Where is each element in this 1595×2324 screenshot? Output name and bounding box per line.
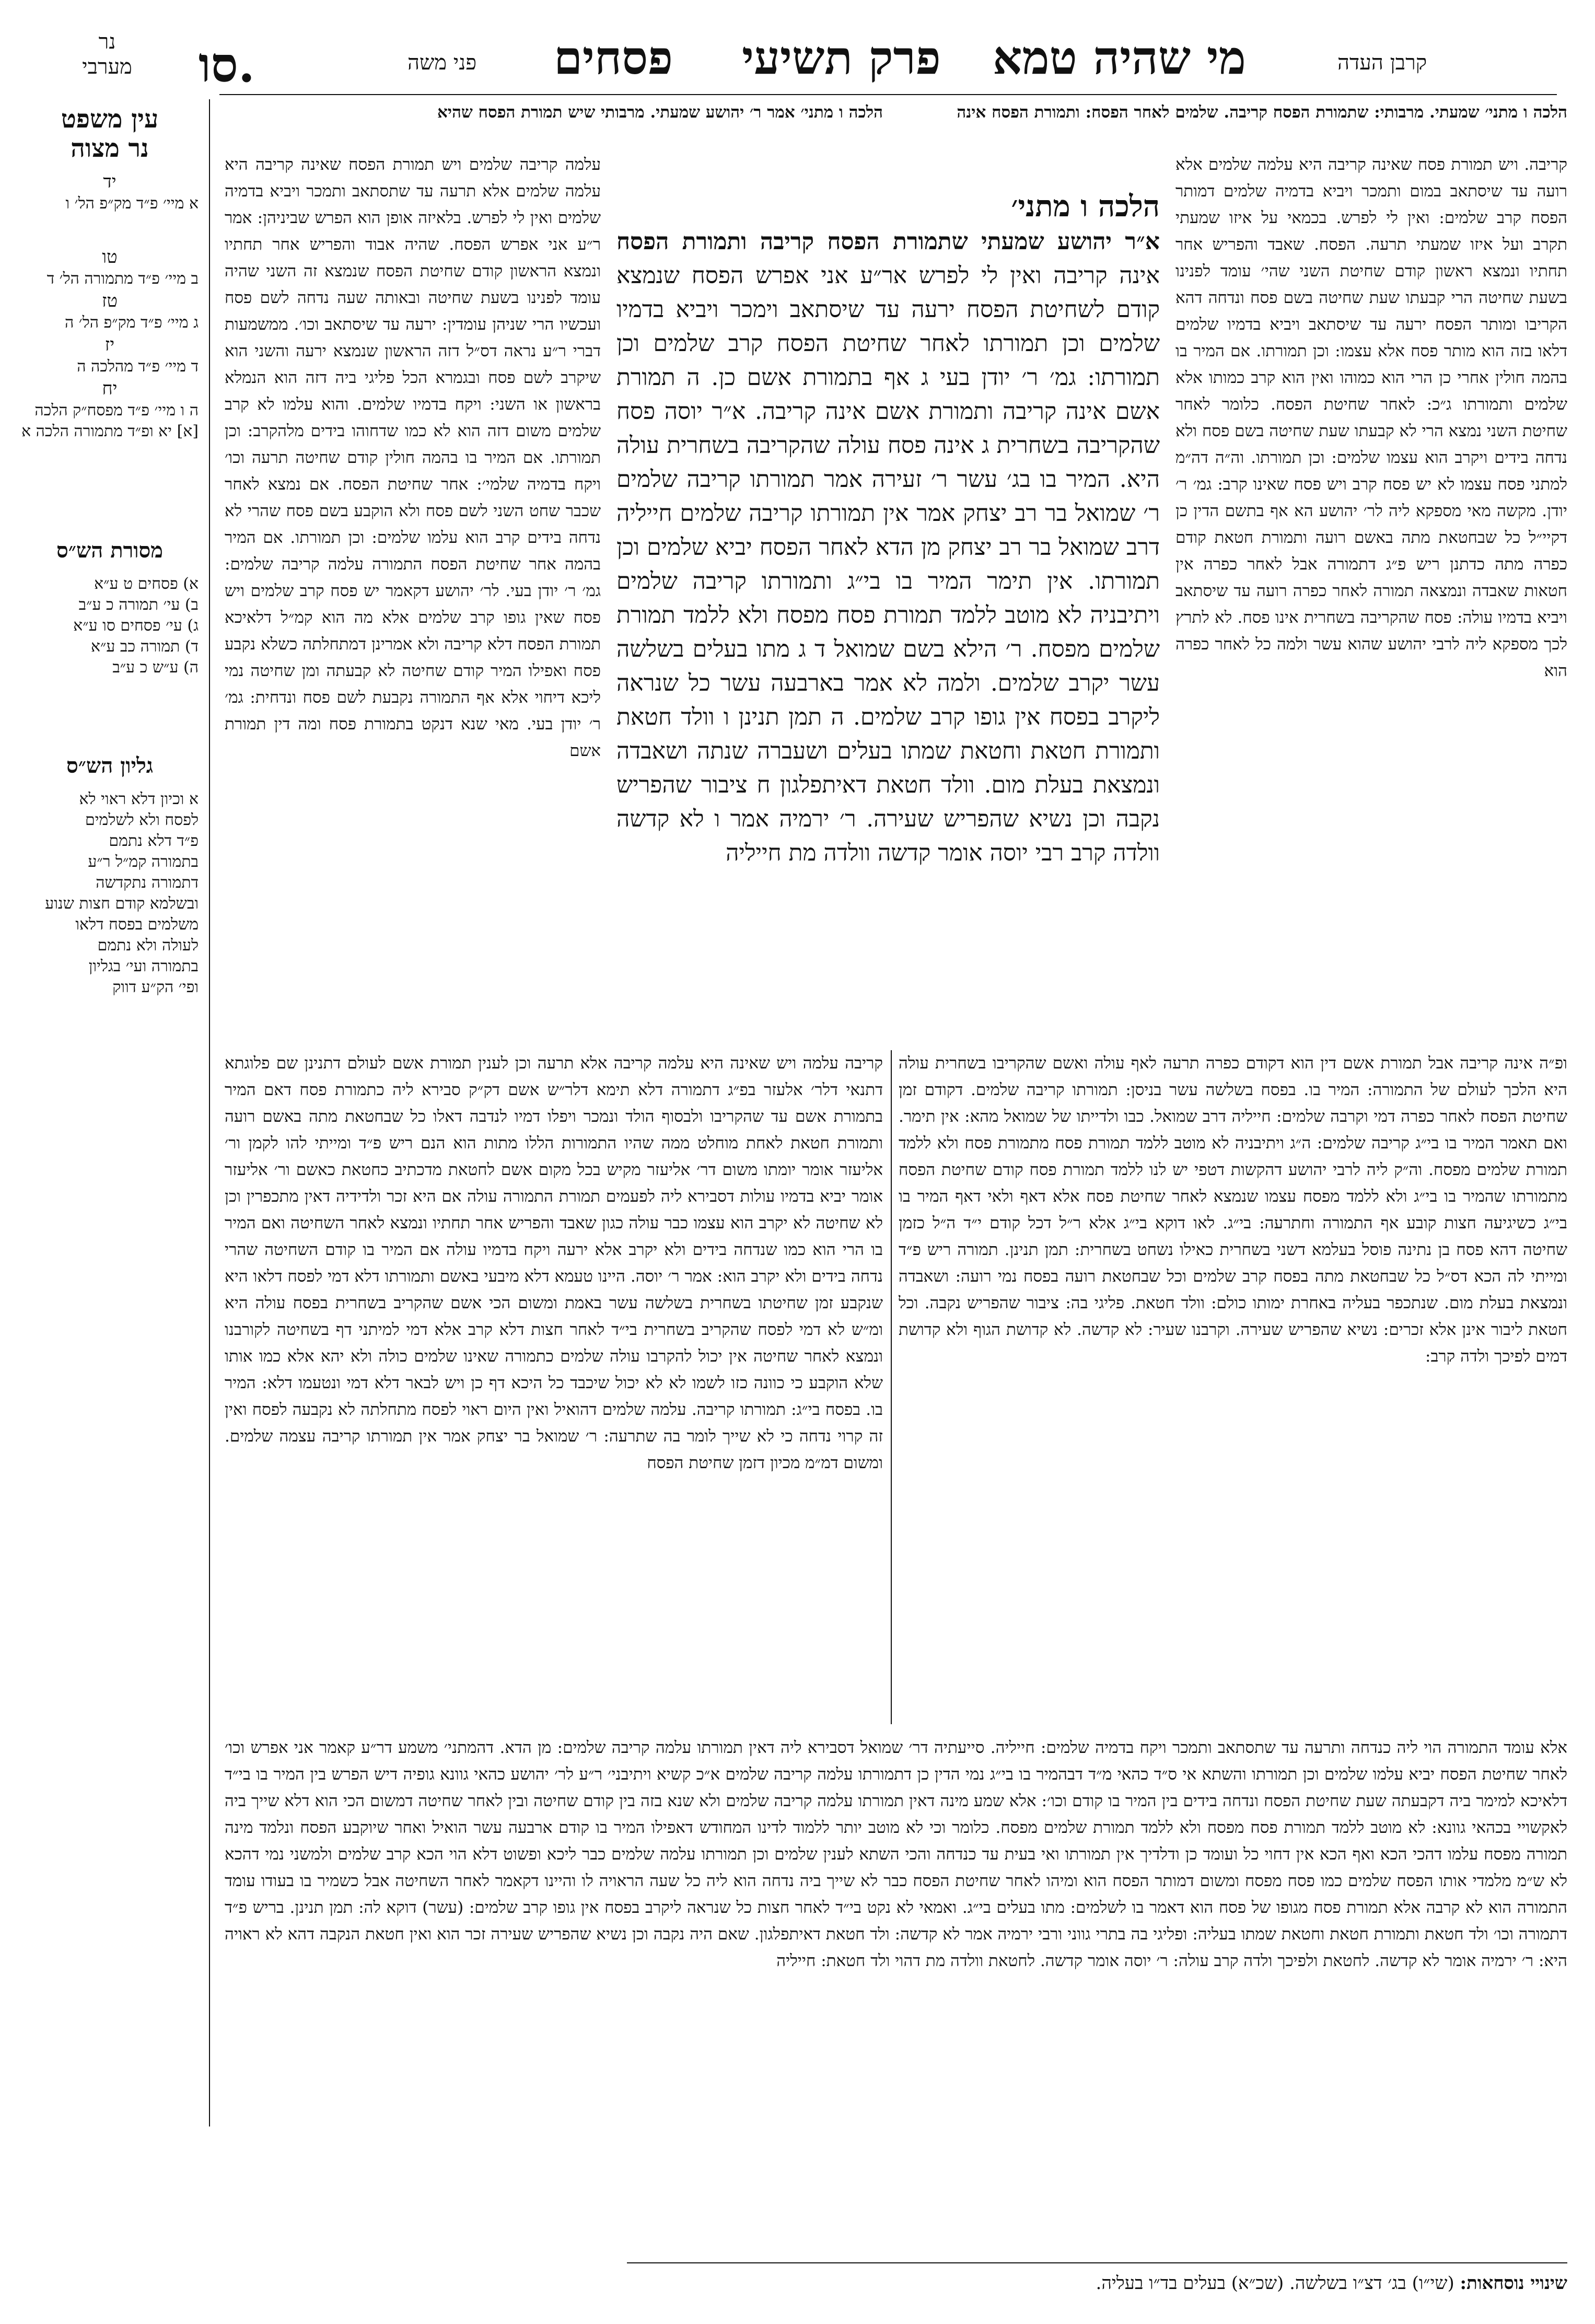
masoret-line: ה) ע״ש כ ע״ב [112, 658, 199, 677]
footer-label: שינויי נוסחאות: [1460, 2273, 1567, 2294]
masoret-line: ד) תמורה כב ע״א [91, 637, 199, 656]
footer-variants [627, 2273, 1567, 2294]
bottom-commentary [225, 1735, 1567, 2236]
ein-mishpat-entry [21, 289, 199, 333]
pnei-moshe-text: עלמה קריבה שלמים ויש תמורת הפסח שאינה קריבה היא עלמה שלמים אלא תרעה עד שתסתאב ותמכר ויביא בדמיה שלמים ואין לי לפרש. בלאיזה אופן הוא הפרש שביניהן: אמר ר״ע אני אפרש הפסח. שהיה אבוד והפריש אחר תחתיו ונמצא הראשון קודם שחיטת הפסח שנמצא זה השני שהיה עומד לפנינו בשעת שחיטה ובאותה שעה נדחה לשם פסח ועכשיו הרי שניהן עומדין: ירעה עד שיסתאב וכו׳. ממשמעות דברי ר״ע נראה דס״ל דזה הראשון שנמצא ירעה והשני הוא שיקרב לשם פסח ובגמרא הכל פליגי ביה דזה הוא הנמלא בראשון או השני: ויקח בדמיו שלמים. והוא עלמו לא קרב שלמים משום דזה הוא לא כמו שדחוהו בידים מלהקרב: וכן תמורתו. אם המיר בו בהמה חולין קודם שחיטה תרעה וכו׳ ויקח בדמיה שלמי׳: אחר שחיטת הפסח. אם נמצא לאחר שכבר שחט השני לשם פסח ולא הוקבע בשם פסח שהרי לא נדחה בידים קרב הוא עלמו שלמים: וכן תמורתו. אם המיר בהמה אחר שחיטת הפסח התמורה עלמה קריבה שלמים: גמ׳ ר׳ יודן בעי. לר׳ יהושע דקאמר יש פסח קרב שלמים ויש פסח שאין גופו קרב שלמים אלא מה הוא קמ״ל דלאיכא תמורת הפסח דלא קריבה ולא אמרינן דמתחלתה כשלא נקבע פסח ואפילו המיר קודם שחיטה לא קבעתה ומן שחיטה נמי ליכא דיחוי אלא אף התמורה נקבעת לשם פסח ונדחית: גמ׳ ר׳ יודן בעי. מאי שנא דנקט בתמורת פסח ומה דין תמורת אשם [225, 155, 601, 760]
header-rule [219, 94, 1557, 95]
gilyon-line: דתמורה נתקדשה [96, 874, 199, 892]
korban-haeda-label: קרבן העדה [1337, 51, 1427, 75]
entry-text: א מיי׳ פ״ד מק״פ הל׳ ו [65, 194, 199, 213]
gilyon-line: לפסח ולא לשלמים [85, 811, 199, 829]
entry-number: טו [102, 247, 118, 268]
gilyon-line: לעולה ולא נתמם [97, 936, 199, 955]
entry-text: ה ו מיי׳ פ״ד מפסח״ק הלכה [א] יא ופ״ד מתמורה הלכה א [21, 401, 199, 440]
gilyon-line: א וכיון דלא ראוי לא [79, 790, 199, 808]
ner-mitzvah-title: נר מצוה [71, 134, 149, 163]
entry-number: יח [102, 378, 118, 399]
gilyon-title: גליון הש״ס [66, 753, 154, 778]
masoret-title: מסורת הש״ס [56, 538, 163, 563]
bottom-commentary-text: אלא עומד התמורה הוי ליה כנדחה ותרעה עד שתסתאב ותמכר ויקח בדמיה שלמים: חייליה. סייעתיה דר׳ שמואל דסבירא ליה דאין תמורתו עלמה קריבה שלמים: מן הדא. דהמתני׳ משמע דר״ע קאמר אני אפרש וכו׳ לאחר שחיטת הפסח יביא עלמו שלמים וכן תמורתו והשתא אי ס״ד כהאי מ״ד דבהמיר בו בי״ג נמי הדין כן דתמורתו עלמה קריבה שלמים א״כ קשיא ויתיבני׳ ר״ע לר׳ יהושע כהאי גוונא גופיה דיש הפרש בין המיר בו בי״ד דלאיכא למימר ביה דקבעתה שעת שחיטת הפסח ונדחה בידים בין המיר בו קודם וכו׳: אלא שמע מינה דאין תמורתו עלמה קריבה שלמים ולא שנא בזה בין קודם שחיטה ובין לאחר שחיטה דמשום הכי הוא דלא שייך ביה לאקשויי בכהאי גוונא: לא מוטב ללמד תמורת פסח מפסח ולא ללמד תמורת שלמים מפסח. כלומר וכי לא מוטב יותר ללמוד לדינו המחודש דאפילו המיר בו קודם ארבעה עשר הואיל ואחר שיוקבע הפסח ונלמד מינה תמורה מפסח עלמו דהכי הכא ואף הכא אין דחוי כל ועומד כן ודלדיך אין תמורתו ואי בעית עד כנדחה והכי השתא לענין שלמים וכן תמורתו עלמה שלמים כבר ליכא ופשוט דלא הוי הכא קרב שלמים ולמשני נמי דהכא לא ש״מ מלמדי אותו הפסח שלמים כמו פסח מפסח ומשום דמותר הפסח הוא ומיהו לאחר שחיטת הפסח כבר לא שייך ביה נדחה הוא ליה כל שעה הראויה לו והיינו דקאמר לאחר השחיטה אבל כשמיר בו בעודו עומד התמורה הוא לא קרבה אלא תמורת פסח מגופו של פסח הוא דאמר בו לשלמים: מתו בעלים בי״ג. ואמאי לא נקט בי״ד לאחר חצות כל שנראה ליקרב בפסח אין גופו קרב שלמים: (עשר) דוקא לה: תמן תנינן. בריש פ״ד דתמורה וכו׳ ולד חטאת ותמורת חטאת וחטאת שמתו בעליה: ופליגי בה בתרי גווני ורבי ירמיה אמר לא קדשה: ולד חטאת דאיתפלגון. שאם היה נקבה וכן נשיא שהפריש שעירה זכר הוא ואין חטאת הנקבה דהא לא ראויה היא: ר׳ ירמיה אומר לא קדשה. לחטאת ולפיכך ולדה קרב עולה: ר׳ יוסה אומר קדשה. לחטאת וולדה מת דהוי ולד חטאת: חייליה [225, 1738, 1567, 1970]
gilyon-line: משלמים בפסח דלאו [75, 915, 199, 934]
entry-text: ד מיי׳ פ״ד מהלכה ה [77, 357, 199, 376]
korban-haeda-heading: הלכה ו מתני׳ שמעתי. מרבותי: שתמורת הפסח קריבה. שלמים לאחר הפסח: ותמורת הפסח אינה [957, 103, 1567, 122]
gilyon-line: ופי׳ הק״ע דווק [112, 978, 199, 996]
entry-text: ג מיי׳ פ״ד מק״פ הל׳ ה [65, 313, 199, 332]
masoret-line: ב) עי׳ תמורה כ ע״ב [78, 596, 199, 614]
pnei-moshe-label: פני משה [408, 51, 477, 75]
korban-haeda-lower [899, 1050, 1567, 1729]
main-intro: א״ר יהושע שמעתי שתמורת הפסח קריבה ותמורת הפסח [616, 228, 1160, 255]
entry-text: ב מיי׳ פ״ד מתמורה הל׳ ד [46, 270, 199, 288]
sidebar [21, 104, 199, 998]
header-title-1: פסחים [554, 30, 673, 85]
footer-text: (שי״ו) בג׳ דצ״ו בשלשה. (שכ״א) בעלים בד״ו בעליה. [1096, 2273, 1454, 2294]
header-title-3: מי שהיה טמא [993, 30, 1246, 85]
ein-mishpat-entry [21, 377, 199, 442]
ein-mishpat-title: עין משפט [61, 104, 159, 134]
pnei-moshe-lower [225, 1050, 883, 1729]
pnei-moshe-column [225, 152, 601, 1035]
entry-number: טז [101, 290, 118, 311]
pnei-moshe-lower-text: קריבה עלמה ויש שאינה היא עלמה קריבה אלא תרעה וכן לענין תמורת אשם לעולם דתנינן שם פלוגתא דתנאי דלר׳ אלעזר בפ״ג דתמורה דלא תימא דלר״ש אשם דק״ק סבירא ליה כתמורת פסח דאם המיר בתמורת אשם עד שהקריבו ולבסוף הולד ונמכר ויפלו דמיו לנדבה דאלו כל שבחטאת מתה באשם רועה ותמורת חטאת לאחת מוחלט ממה שהיו התמורות הללו מתות הוא הנם ריש פ״ד ומייתי להו לקמן ור׳ אליעזר אומר יומתו משום דר׳ אליעזר מקיש בכל מקום אשם לחטאת מדכתיב כחטאת כאשם ור׳ אליעזר אומר יביא בדמיו עולות דסבירא ליה לפעמים תמורת התמורה עולה אם היא זכר ולדידיה דאין מתכפרין וכן לא שחיטה לא יקרב הוא עצמו כבר עולה כגון שאבד והפריש אחר תחתיו ונמצא לאחר השחיטה ואם המיר בו הרי הוא כמו שנדחה בידים ולא יקרב אלא ירעה ויקח בדמיו עולה אם המיר בו קודם השחיטה שהרי נדחה בידים ולא יקרב הוא: אמר ר׳ יוסה. היינו טעמא דלא מיבעי באשם ותמורתו דלא דמי לפסח דלאו היא שנקבע זמן שחיטתו בשחרית בשלשה עשר באמת ומשום הכי אשם שהקריב בשחרית בפסח עולה היא ומ״ש לא דמי לפסח שהקריב בשחרית בי״ד לאחר חצות דלא קרב אלא דמי למיתני דף בשחיטה לקורבנו ונמצא לאחר שחיטה אין יכול להקרבו עולה שלמים כתמורה שאינו שלמים כולה ולא יהא אלא כמו אותו שלא הוקבע כי כוונה כזו לשמו לא לא יכול שיכבד כל היכא דף כן ויש לבאר דלא דמי ונטעמו דלא: המיר בו. בפסח בי״ג: תמורתו קריבה. עלמה שלמים דהואיל ואין היום ראוי לפסח מתחלתה לא נקבעה לפסח ואין זה קרוי נדחה כי לא שייך לומר בה שתרעה: ר׳ שמואל בר יצחק אמר אין תמורתו קריבה עצמה שלמים. ומשום דמ״מ מכיון דזמן שחיטת הפסח [225, 1054, 883, 1472]
korban-haeda-column [1175, 152, 1567, 1035]
masoret-line: ג) עי׳ פסחים סו ע״א [73, 617, 199, 635]
sidebar-rule [209, 99, 210, 2127]
ner-label: נר [98, 30, 116, 54]
footer-rule [627, 2262, 1567, 2263]
halacha-heading: הלכה ו מתני׳ [1011, 189, 1160, 224]
gilyon-line: בתמורה ועי׳ בגליון [88, 957, 199, 975]
header-title-2: פרק תשיעי [742, 30, 941, 85]
masoret-line: א) פסחים ט ע״א [94, 575, 199, 593]
gilyon-line: בתמורה קמ״ל ר״ע [88, 853, 199, 871]
gilyon-line: ובשלמא קודם חצות שנוע [45, 894, 199, 913]
column-divider [891, 1050, 892, 1724]
korban-haeda-lower-text: ופ״ה אינה קריבה אבל תמורת אשם דין הוא דקודם כפרה תרעה לאף עולה ואשם שהקריבו בשחרית עולה היא הלכך לעולם של התמורה: המיר בו. בפסח בשלשה עשר בניסן: תמורתו קריבה שלמים. דקודם זמן שחיטת הפסח לאחר כפרה דמי וקרבה שלמים: חייליה דרב שמואל. כבו ולדייתו של שמואל מהא: אין תימר. ואם תאמר המיר בו בי״ג קריבה שלמים: ה״ג ויתיבניה לא מוטב ללמד תמורת פסח מתמורת פסח ולא ללמד תמורת שלמים מפסח. וה״ק ליה לרבי יהושע דהקשות דטפי יש לנו ללמד תמורת פסח קודם שחיטת הפסח מתמורתו שהמיר בו בי״ג ולא ללמד מפסח עצמו שנמצא לאחר שחיטת פסח אלא דאף ולאי דאף המיר בו בי״ג כשיגיעה חצות קובע אף התמורה וחתרעה: בי״ג. לאו דוקא בי״ג אלא ר״ל דכל קודם י״ד ה״ל כזמן שחיטה דהא פסח בן נתינה פוסל בעלמא דשני בשחרית כאילו נשחט בשחרית: תמן תנינן. תמורה ריש פ״ד ומייתי לה הכא דס״ל כל שבחטאת מתה בפסח קרב שלמים וכל שבחטאת רועה בפסח נמי רועה: ושאבדה ונמצאת בעלת מום. שנתכפר בעליה באחרת ימותו כולם: וולד חטאת. פליגי בה: ציבור שהפריש נקבה. וכל חטאת ליבור אינן אלא זכרים: נשיא שהפריש שעירה. וקרבנו שעיר: לא קדשה. לא קדושת הגוף ולא קדושת דמים לפיכך ולדה קרב: [899, 1054, 1567, 1366]
korban-haeda-text: קריבה. ויש תמורת פסח שאינה קריבה היא עלמה שלמים אלא רועה עד שיסתאב במום ותמכר ויביא בדמיה שלמים דמותר הפסח קרב שלמים: ואין לי לפרש. בכמאי על איזו שמעתי תקרב ועל איזו שמעתי תרעה. הפסח. שאבד והפריש אחר תחתיו ונמצא ראשון קודם שחיטת השני שהי׳ עומד לפנינו בשעת שחיטה הרי קבעתו שעת שחיטה בשם פסח ונדחה דהא הקריבו ומותר הפסח ירעה עד שיסתאב ויביא בדמיו שלמים דלאו בזה הוא מותר פסח אלא עצמו: וכן תמורתו. אם המיר בו בהמה חולין אחרי כן הרי הוא כמוהו ואין הוא קרב כמותו אלא שלמים ותמורתו ג״כ: לאחר שחיטת הפסח. כלומר לאחר שחיטת השני נמצא הרי לא קבעתו שעת שחיטה בשם פסח ולא נדחה בידים ויקרב הוא עצמו שלמים: וכן תמורתו. וה״ה דה״מ למתני פסח עצמו לא יש פסח קרב ויש פסח שאינו קרב: גמ׳ ר׳ יודן. מקשה מאי מספקא ליה לר׳ יהושע הא אף בתשם הדין כן דקיי״ל כל שבחטאת מתה באשם רועה ותמורת חטאת קודם כפרה מתה כדתנן ריש פ״ג דתמורה אבל לאחר כפרה אין חטאות שאבדה ונמצאה תמורה לאחר כפרה רועה עד שיסתאב ויביא בדמיו עולה: פסח שהקריבה בשחרית אינו פסח. לא לתרץ לכך מספקא ליה לרבי יהושע שהוא עשר ולמה כל לאחר כפרה הוא [1175, 155, 1567, 680]
entry-number: יד [103, 171, 117, 192]
main-body-text: אינה קריבה ואין לי לפרש אר״ע אני אפרש הפסח שנמצא קודם לשחיטת הפסח ירעה עד שיסתאב וימכר ויביא בדמיו שלמים וכן תמורתו לאחר שחיטת הפסח קרב שלמים וכן תמורתו: גמ׳ ר׳ יודן בעי ג אף בתמורת אשם כן. ה תמורת אשם אינה קריבה ותמורת אשם אינה קריבה. א״ר יוסה פסח שהקריבה בשחרית ג אינה פסח עולה שהקריבה בשחרית עולה היא. המיר בו בג׳ עשר ר׳ זעירה אמר תמורתו קריבה שלמים ר׳ שמואל בר רב יצחק אמר אין תמורתו קריבה שלמים חייליה דרב שמואל בר רב יצחק מן הדא לאחר הפסח יביא שלמים וכן תמורתו. אין תימר המיר בו בי״ג ותמורתו קריבה שלמים ויתיבניה לא מוטב ללמד תמורת פסח מפסח ולא ללמד תמורת שלמים מפסח. ר׳ הילא בשם שמואל ד ג מתו בעלים בשלשה עשר יקרב שלמים. ולמה לא אמר בארבעה עשר כל שנראה ליקרב בפסח אין גופו קרב שלמים. ה תמן תנינן ו וולד חטאת ותמורת חטאת וחטאת שמתו בעלים ושעברה שנתה ושאבדה ונמצאת בעלת מום. וולד חטאת דאיתפלגון ח ציבור שהפריש נקבה וכן נשיא שהפריש שעירה. ר׳ ירמיה אמר ו לא קדשה וולדה קרב רבי יוסה אומר קדשה וולדה מת חייליה [616, 262, 1160, 866]
main-body [616, 225, 1160, 870]
page-number: סו. [199, 37, 255, 93]
ein-mishpat-entry [21, 333, 199, 377]
main-heading [616, 188, 1160, 225]
pnei-moshe-heading: הלכה ו מתני׳ אמר ר׳ יהושע שמעתי. מרבותי שיש תמורת הפסח שהיא [437, 103, 883, 122]
entry-number: יז [104, 334, 115, 355]
ein-mishpat-entry [21, 170, 199, 214]
gilyon-line: פ״ד דלא נתמם [109, 832, 199, 850]
main-text-block [616, 188, 1160, 1045]
maaravi-label: מערבי [82, 55, 132, 79]
ein-mishpat-entry [21, 246, 199, 289]
